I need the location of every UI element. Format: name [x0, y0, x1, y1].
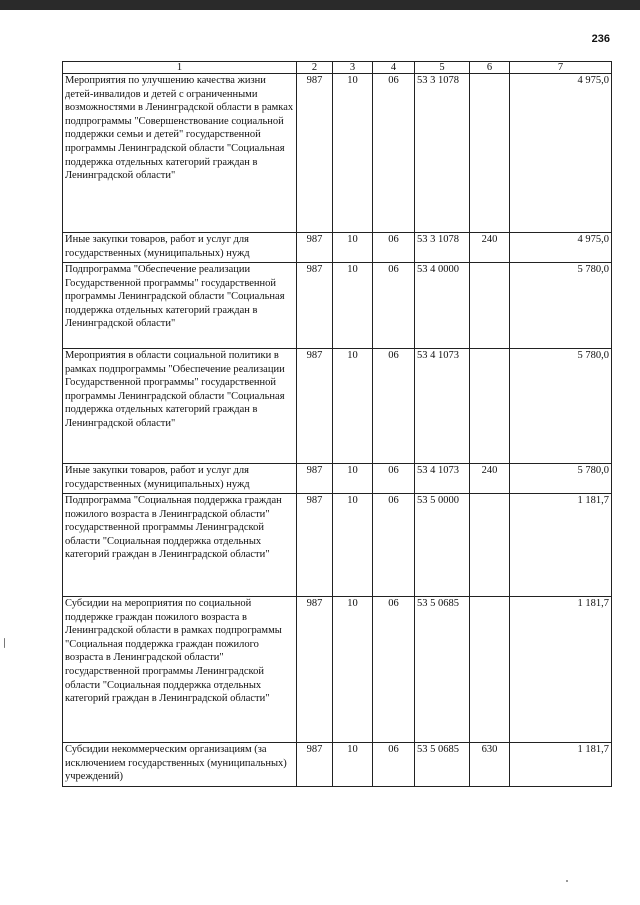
row-expense-type: 630 — [470, 743, 510, 787]
row-name: Мероприятия в области социальной политики в рамках подпрограммы "Обеспечение реализации Государственной программы" государственной программы Ленинградской области "Социальная поддержка отдельных категорий граждан в Ленинградской области" — [63, 349, 297, 464]
row-ministry-code: 987 — [297, 743, 333, 787]
row-expense-type — [470, 263, 510, 349]
row-ministry-code: 987 — [297, 74, 333, 233]
table-row — [63, 597, 612, 743]
column-header: 3 — [333, 62, 373, 74]
row-expense-type: 240 — [470, 233, 510, 263]
column-header: 6 — [470, 62, 510, 74]
table-row — [63, 349, 612, 464]
row-target-code: 53 4 0000 — [415, 263, 470, 349]
row-name: Мероприятия по улучшению качества жизни детей-инвалидов и детей с ограниченными возможностями в Ленинградской области в рамках подпрограммы "Совершенствование социальной поддержки семьи и детей" государственной программы Ленинградской области "Социальная поддержка отдельных категорий граждан в Ленинградской области" — [63, 74, 297, 233]
column-header: 4 — [373, 62, 415, 74]
row-subsection-code: 06 — [373, 233, 415, 263]
row-expense-type — [470, 494, 510, 597]
row-amount: 5 780,0 — [510, 464, 612, 494]
table-row — [63, 263, 612, 349]
row-subsection-code: 06 — [373, 74, 415, 233]
row-section-code: 10 — [333, 263, 373, 349]
row-section-code: 10 — [333, 464, 373, 494]
row-amount: 4 975,0 — [510, 74, 612, 233]
row-target-code: 53 5 0685 — [415, 743, 470, 787]
row-section-code: 10 — [333, 494, 373, 597]
row-ministry-code: 987 — [297, 263, 333, 349]
row-subsection-code: 06 — [373, 597, 415, 743]
row-name: Субсидии на мероприятия по социальной поддержке граждан пожилого возраста в Ленинградской области в рамках подпрограммы "Социальная поддержка граждан пожилого возраста в Ленинградской области" государственной программы Ленинградской области "Социальная поддержка отдельных категорий граждан в Ленинградской области" — [63, 597, 297, 743]
row-amount: 1 181,7 — [510, 597, 612, 743]
budget-table — [62, 61, 612, 787]
row-section-code: 10 — [333, 597, 373, 743]
row-ministry-code: 987 — [297, 233, 333, 263]
row-target-code: 53 4 1073 — [415, 464, 470, 494]
row-amount: 4 975,0 — [510, 233, 612, 263]
row-ministry-code: 987 — [297, 597, 333, 743]
row-amount: 1 181,7 — [510, 743, 612, 787]
row-subsection-code: 06 — [373, 349, 415, 464]
table-row — [63, 494, 612, 597]
row-name: Подпрограмма "Социальная поддержка граждан пожилого возраста в Ленинградской области" государственной программы Ленинградской области "Социальная поддержка отдельных категорий граждан в Ленинградской области" — [63, 494, 297, 597]
scan-speck — [4, 638, 5, 648]
row-section-code: 10 — [333, 743, 373, 787]
scan-top-edge — [0, 0, 640, 10]
row-amount: 5 780,0 — [510, 349, 612, 464]
row-expense-type — [470, 74, 510, 233]
table-row — [63, 74, 612, 233]
table-row — [63, 464, 612, 494]
column-header: 1 — [63, 62, 297, 74]
column-header: 5 — [415, 62, 470, 74]
row-target-code: 53 5 0000 — [415, 494, 470, 597]
column-header: 2 — [297, 62, 333, 74]
scan-speck — [566, 880, 568, 882]
row-target-code: 53 3 1078 — [415, 233, 470, 263]
row-name: Иные закупки товаров, работ и услуг для государственных (муниципальных) нужд — [63, 464, 297, 494]
table-row — [63, 233, 612, 263]
row-subsection-code: 06 — [373, 263, 415, 349]
row-ministry-code: 987 — [297, 494, 333, 597]
row-expense-type: 240 — [470, 464, 510, 494]
row-subsection-code: 06 — [373, 494, 415, 597]
column-header: 7 — [510, 62, 612, 74]
row-section-code: 10 — [333, 349, 373, 464]
row-expense-type — [470, 597, 510, 743]
table-row — [63, 743, 612, 787]
row-section-code: 10 — [333, 74, 373, 233]
row-section-code: 10 — [333, 233, 373, 263]
page-number: 236 — [591, 33, 610, 45]
row-name: Субсидии некоммерческим организациям (за исключением государственных (муниципальных) учреждений) — [63, 743, 297, 787]
row-amount: 1 181,7 — [510, 494, 612, 597]
row-subsection-code: 06 — [373, 464, 415, 494]
row-target-code: 53 5 0685 — [415, 597, 470, 743]
row-name: Иные закупки товаров, работ и услуг для государственных (муниципальных) нужд — [63, 233, 297, 263]
row-target-code: 53 4 1073 — [415, 349, 470, 464]
row-name: Подпрограмма "Обеспечение реализации Государственной программы" государственной программы Ленинградской области "Социальная поддержка отдельных категорий граждан в Ленинградской области" — [63, 263, 297, 349]
row-amount: 5 780,0 — [510, 263, 612, 349]
row-subsection-code: 06 — [373, 743, 415, 787]
row-ministry-code: 987 — [297, 349, 333, 464]
table-header-row — [63, 62, 612, 74]
row-target-code: 53 3 1078 — [415, 74, 470, 233]
row-ministry-code: 987 — [297, 464, 333, 494]
row-expense-type — [470, 349, 510, 464]
